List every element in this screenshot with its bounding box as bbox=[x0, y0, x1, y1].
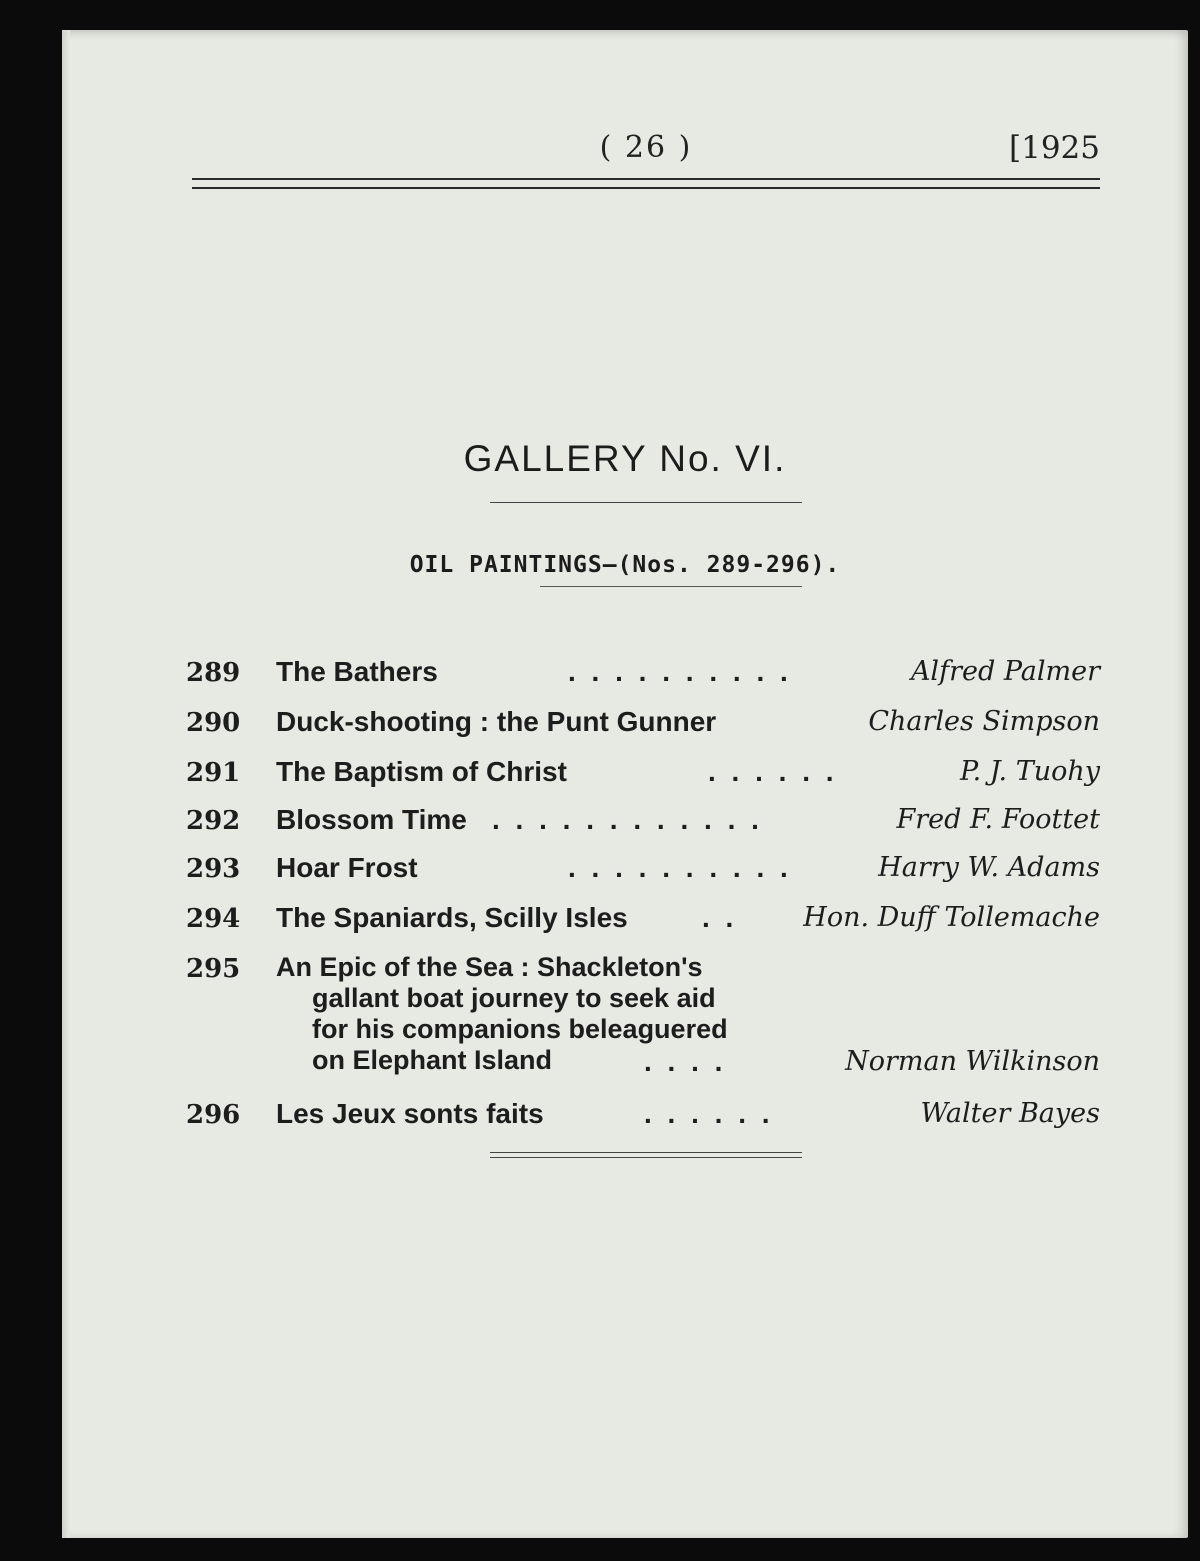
entry-title: Duck-shooting : the Punt Gunner bbox=[276, 706, 717, 737]
entry-number: 290 bbox=[186, 708, 241, 738]
page-left-edge bbox=[62, 30, 70, 1538]
list-item bbox=[186, 900, 1100, 940]
entry-artist: Fred F. Foottet bbox=[896, 804, 1100, 835]
gallery-title: GALLERY No. VI. bbox=[463, 438, 787, 479]
page-number: ( 26 ) bbox=[599, 130, 693, 165]
entry-artist: Walter Bayes bbox=[920, 1098, 1100, 1129]
entry-artist: Norman Wilkinson bbox=[845, 1046, 1100, 1077]
section-title: OIL PAINTINGS—(Nos. 289-296). bbox=[409, 552, 841, 578]
section-divider bbox=[540, 586, 802, 587]
entry-leaders: . . bbox=[702, 902, 738, 933]
entry-title: Les Jeux sonts faits bbox=[276, 1098, 544, 1129]
list-item bbox=[186, 654, 1100, 694]
entry-title-line: on Elephant Island bbox=[312, 1045, 553, 1075]
entry-leaders: . . . . . . . . . . . . bbox=[492, 804, 763, 835]
entry-number: 294 bbox=[186, 904, 241, 934]
entry-title-line: for his companions beleaguered bbox=[312, 1014, 728, 1044]
catalogue-page bbox=[62, 30, 1188, 1538]
entry-number: 291 bbox=[186, 758, 241, 788]
entry-artist: Hon. Duff Tollemache bbox=[803, 902, 1100, 933]
list-item bbox=[186, 850, 1100, 890]
entry-title: Blossom Time bbox=[276, 804, 467, 835]
entry-artist: Alfred Palmer bbox=[910, 656, 1100, 687]
entry-leaders: . . . . bbox=[644, 1046, 727, 1077]
header-year: [1925 bbox=[1009, 130, 1100, 166]
entry-leaders: . . . . . . bbox=[644, 1098, 774, 1129]
entry-title: Hoar Frost bbox=[276, 852, 418, 883]
list-item bbox=[186, 950, 1100, 1080]
entry-artist: Charles Simpson bbox=[868, 706, 1100, 737]
list-item bbox=[186, 704, 1100, 744]
header-double-rule bbox=[192, 178, 1100, 189]
page-header bbox=[192, 130, 1100, 180]
list-item bbox=[186, 1096, 1100, 1136]
entry-title: The Spaniards, Scilly Isles bbox=[276, 902, 628, 933]
entry-artist: Harry W. Adams bbox=[878, 852, 1100, 883]
entry-title: The Bathers bbox=[276, 656, 438, 687]
entry-title-line: An Epic of the Sea : Shackleton's bbox=[276, 952, 703, 982]
entry-number: 295 bbox=[186, 954, 241, 984]
entry-title-multiline bbox=[276, 952, 836, 1076]
entry-number: 296 bbox=[186, 1100, 241, 1130]
entry-number: 292 bbox=[186, 806, 241, 836]
list-item bbox=[186, 754, 1100, 794]
title-divider bbox=[490, 502, 802, 503]
entry-artist: P. J. Tuohy bbox=[959, 756, 1100, 787]
entry-leaders: . . . . . . bbox=[708, 756, 838, 787]
entry-leaders: . . . . . . . . . . bbox=[568, 852, 792, 883]
closing-double-rule bbox=[490, 1152, 802, 1158]
list-item bbox=[186, 802, 1100, 842]
entry-number: 289 bbox=[186, 658, 241, 688]
entry-title: The Baptism of Christ bbox=[276, 756, 567, 787]
entry-leaders: . . . . . . . . . . bbox=[568, 656, 792, 687]
entry-number: 293 bbox=[186, 854, 241, 884]
entry-title-line: gallant boat journey to seek aid bbox=[312, 983, 716, 1013]
